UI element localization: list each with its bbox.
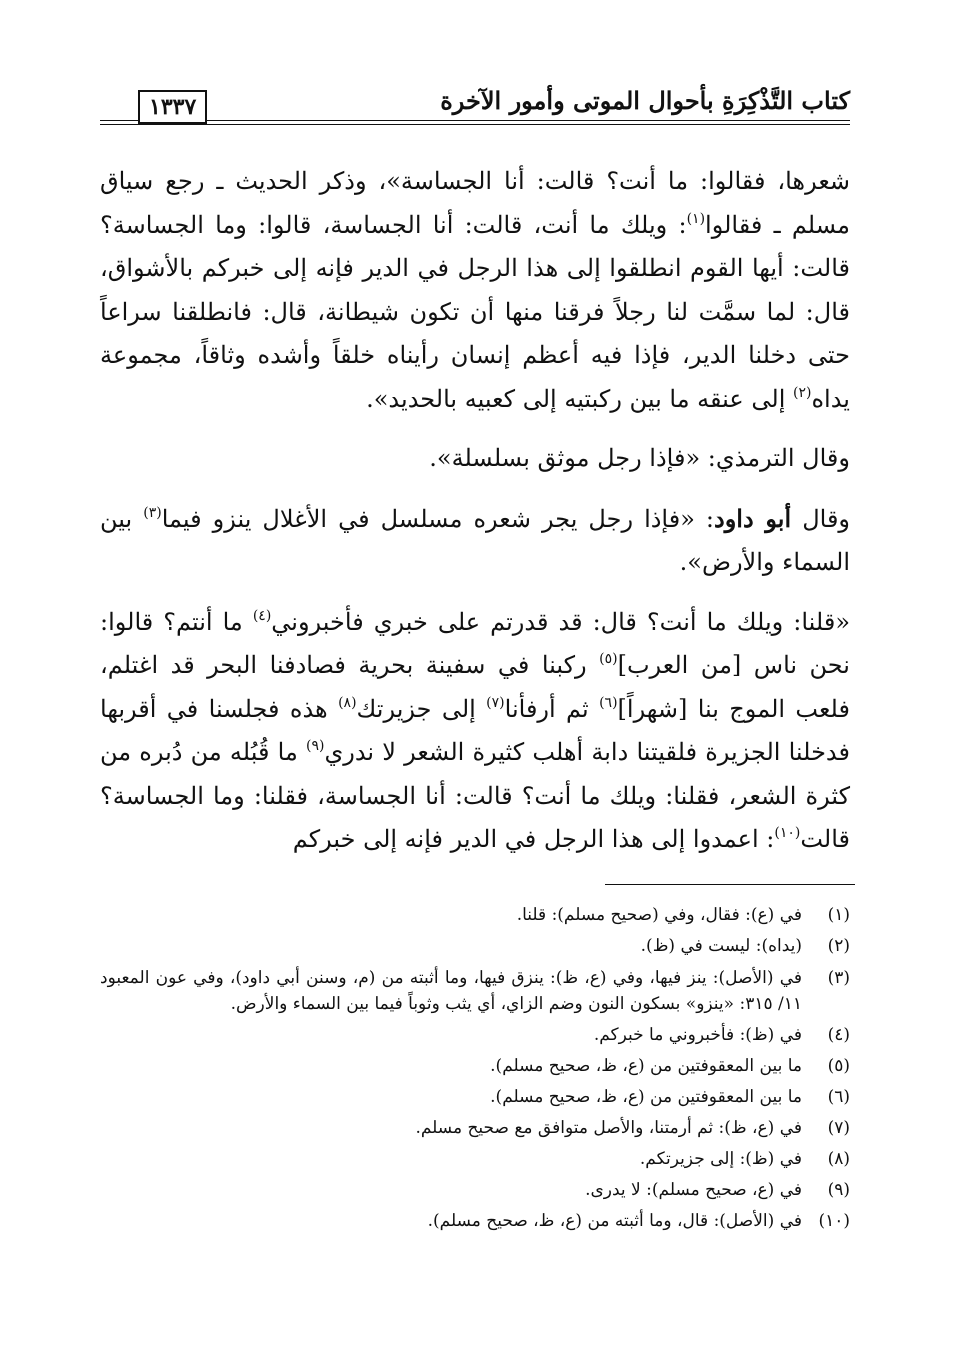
paragraph [100,497,850,585]
footnote-text: في (ع، ظ): ثم أرمتنا، والأصل متوافق مع صحيح مسلم. [415,1118,802,1138]
footnote-text: في (ع): فقال، وفي (صحيح مسلم): قلنا. [516,905,802,925]
footnote-number: (٥) [827,1056,850,1076]
footnote-text: في (الأصل): ينز فيها، وفي (ع، ظ): ينزق فيها، وما أثبته من (م، وسنن أبي داود)، وفي عون المعبود ١١/ ٣١٥: «ينزو» بسكون النون وضم الزاي، أي يثب وثوباً فيما بين السماء والأرض. [100,968,802,1014]
footnote [100,1175,850,1206]
footnote-number: (٧) [827,1118,850,1138]
page-number: ١٣٣٧ [138,90,207,124]
footnote-text: في (الأصل): قال، وما أثبته من (ع، ظ، صحيح مسلم). [427,1211,802,1231]
footnote-ref: (٧) [486,694,505,711]
footnote-number: (٤) [827,1025,850,1045]
paragraph-text: شعرها، فقالوا: ما أنت؟ قالت: أنا الجساسة»، وذكر الحديث ـ رجع سياق مسلم ـ فقالوا [100,167,851,239]
paragraph-text: وقال [791,504,850,533]
footnote-number: (٦) [827,1087,850,1107]
footnote [100,1206,850,1237]
paragraph [100,160,850,421]
footnote-text: في (ع، صحيح مسلم): لا يدرى. [585,1180,802,1200]
footnote-ref: (٨) [338,694,357,711]
footnote [100,931,850,962]
paragraph-text: : ويلك ما أنت، قالت: أنا الجساسة، قالوا: وما الجساسة؟ قالت: أيها القوم انطلقوا إلى هذا الرجل في الدير فإنه إلى خبركم بالأشواق، قال: لما سمَّت لنا رجلاً فرقنا منها أن تكون شيطانة، قال: فانطلقنا سراعاً حتى دخلنا الدير، فإذا فيه أعظم إنسان رأيناه خلقاً وأشده وثاقاً، مجموعة يداه [100,210,850,413]
paragraph-text: إلى جزيرتك [356,694,487,723]
paragraph-text: ثم أرفأنا [504,694,600,723]
paragraph-text: هذه فجلسنا في أقربها فدخلنا الجزيرة فلقيتنا دابة أهلب كثيرة الشعر لا ندري [100,694,850,766]
paragraph-text: ما قُبُله من دُبره من كثرة الشعر، فقلنا: ويلك ما أنت؟ قالت: أنا الجساسة، فقلنا: وما الجساسة؟ قالت [100,738,850,853]
footnote-number: (١) [827,905,850,925]
paragraph-text: بين السماء والأرض». [100,504,850,576]
footnote-number: (٩) [827,1180,850,1200]
footnote-text: في (ظ): إلى جزيرتكم. [639,1149,802,1169]
footnote-ref: (٦) [599,694,618,711]
paragraph-text: : اعمدوا إلى هذا الرجل في الدير فإنه إلى خبركم [292,825,775,853]
header-rule [100,120,850,121]
footnote-number: (٣) [827,968,850,988]
footnote-ref: (٣) [143,504,162,521]
main-text [100,160,850,878]
footnote [100,1082,850,1113]
footnotes [100,900,850,1237]
page-header [100,80,850,130]
paragraph-text: : «فإذا رجل يجر شعره مسلسل في الأغلال ينزو فيما [161,504,715,533]
footnote-separator [605,884,855,885]
footnote-number: (١٠) [818,1211,850,1231]
paragraph [100,437,850,481]
footnote [100,1051,850,1082]
footnote-text: في (ظ): فأخبروني ما خبركم. [593,1025,802,1045]
footnote-ref: (٥) [599,651,618,667]
footnote-text: ما بين المعقوفتين من (ع، ظ، صحيح مسلم). [490,1087,802,1107]
paragraph-text: ركبنا في سفينة بحرية فصادفنا البحر قد اغتلم، فلعب الموج بنا [شهراً] [100,651,850,723]
footnote-ref: (٩) [305,738,325,754]
footnote [100,1144,850,1175]
footnote [100,1113,850,1144]
footnote-text: (يداه): ليست في (ظ). [640,936,802,956]
footnote-number: (٢) [827,936,850,956]
paragraph-text: وقال الترمذي: «فإذا رجل موثق بسلسلة». [429,444,850,472]
footnote-ref: (٢) [793,384,812,401]
footnote-number: (٨) [827,1149,850,1169]
paragraph [100,601,850,862]
narrator-name: أبو داود [714,503,792,533]
footnote [100,962,850,1020]
footnote-ref: (٤) [252,607,272,624]
footnote [100,1020,850,1051]
footnote-text: ما بين المعقوفتين من (ع، ظ، صحيح مسلم). [490,1056,802,1076]
book-title: كتاب التَّذْكِرَةِ بأحوال الموتى وأمور الآخرة [440,86,850,115]
footnote-ref: (١٠) [774,825,801,841]
footnote [100,900,850,931]
paragraph-text: ما أنتم؟ قالوا: نحن ناس [من العرب] [100,607,850,679]
header-rule-double [100,124,850,125]
paragraph-text: إلى عنقه ما بين ركبتيه إلى كعبيه بالحديد». [366,384,793,413]
paragraph-text: «قلنا: ويلك ما أنت؟ قال: قد قدرتم على خبري فأخبروني [271,607,850,636]
footnote-ref: (١) [686,210,706,227]
